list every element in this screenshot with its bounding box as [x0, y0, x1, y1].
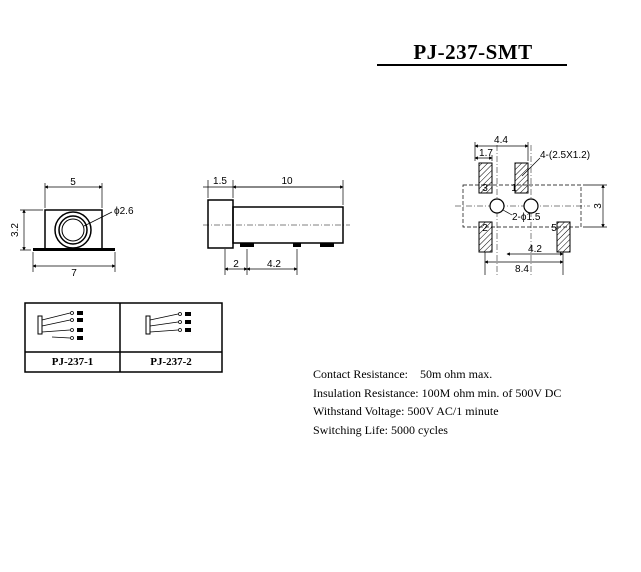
- side-view: [203, 176, 350, 275]
- front-view: [10, 177, 134, 279]
- front-hole: [62, 219, 84, 241]
- footprint-holes-label: 2-ϕ1.5: [512, 212, 541, 223]
- spec-contact-resistance: Contact Resistance: 50m ohm max.: [313, 367, 493, 381]
- mount-hole-2: [524, 199, 538, 213]
- front-middle-ring: [59, 216, 87, 244]
- footprint-top-width-label: 4.4: [494, 135, 508, 146]
- front-outer-ring: [55, 212, 91, 248]
- schematic-pj-237-1: [38, 311, 83, 340]
- spec-list: [313, 365, 561, 439]
- pin-number-1: 1: [511, 183, 517, 194]
- side-pin2-label: 4.2: [267, 259, 281, 270]
- front-width-label: 5: [70, 177, 76, 188]
- side-pin1-label: 2: [233, 259, 239, 270]
- footprint-pad-size-label: 4-(2.5X1.2): [540, 150, 591, 161]
- side-body-label: 10: [281, 176, 293, 187]
- pcb-footprint: [455, 135, 607, 275]
- footprint-pin-spacing-label: 4.2: [528, 244, 542, 255]
- front-height-label: 3.2: [10, 223, 21, 237]
- pin-number-2: 2: [482, 223, 488, 234]
- schematic-pj-237-2: [146, 312, 191, 334]
- schematic-label-1: PJ-237-1: [51, 356, 94, 368]
- footprint-height-label: 3: [593, 203, 604, 209]
- front-hole-label: ϕ2.6: [114, 206, 134, 217]
- schematic-label-2: PJ-237-2: [150, 356, 192, 368]
- drawing-title: PJ-237-SMT: [413, 40, 533, 64]
- footprint-total-width-label: 8.4: [515, 264, 529, 275]
- front-base-label: 7: [71, 268, 77, 279]
- pad-1: [515, 163, 528, 193]
- footprint-pad-offset-label: 1.7: [479, 148, 493, 159]
- mount-hole-1: [490, 199, 504, 213]
- side-flange-label: 1.5: [213, 176, 227, 187]
- spec-switching-life: Switching Life: 5000 cycles: [313, 422, 448, 437]
- pad-5: [557, 222, 570, 252]
- spec-withstand-voltage: Withstand Voltage: 500V AC/1 minute: [313, 404, 499, 418]
- side-pin-2: [293, 243, 301, 247]
- pin-number-3: 3: [482, 183, 488, 194]
- pin-number-5: 5: [551, 223, 557, 234]
- spec-insulation-resistance: Insulation Resistance: 100M ohm min. of 500V DC: [313, 385, 562, 400]
- side-pin-1: [240, 243, 254, 247]
- front-base-plate: [33, 248, 115, 251]
- side-pin-3: [320, 243, 334, 247]
- side-flange: [208, 200, 233, 248]
